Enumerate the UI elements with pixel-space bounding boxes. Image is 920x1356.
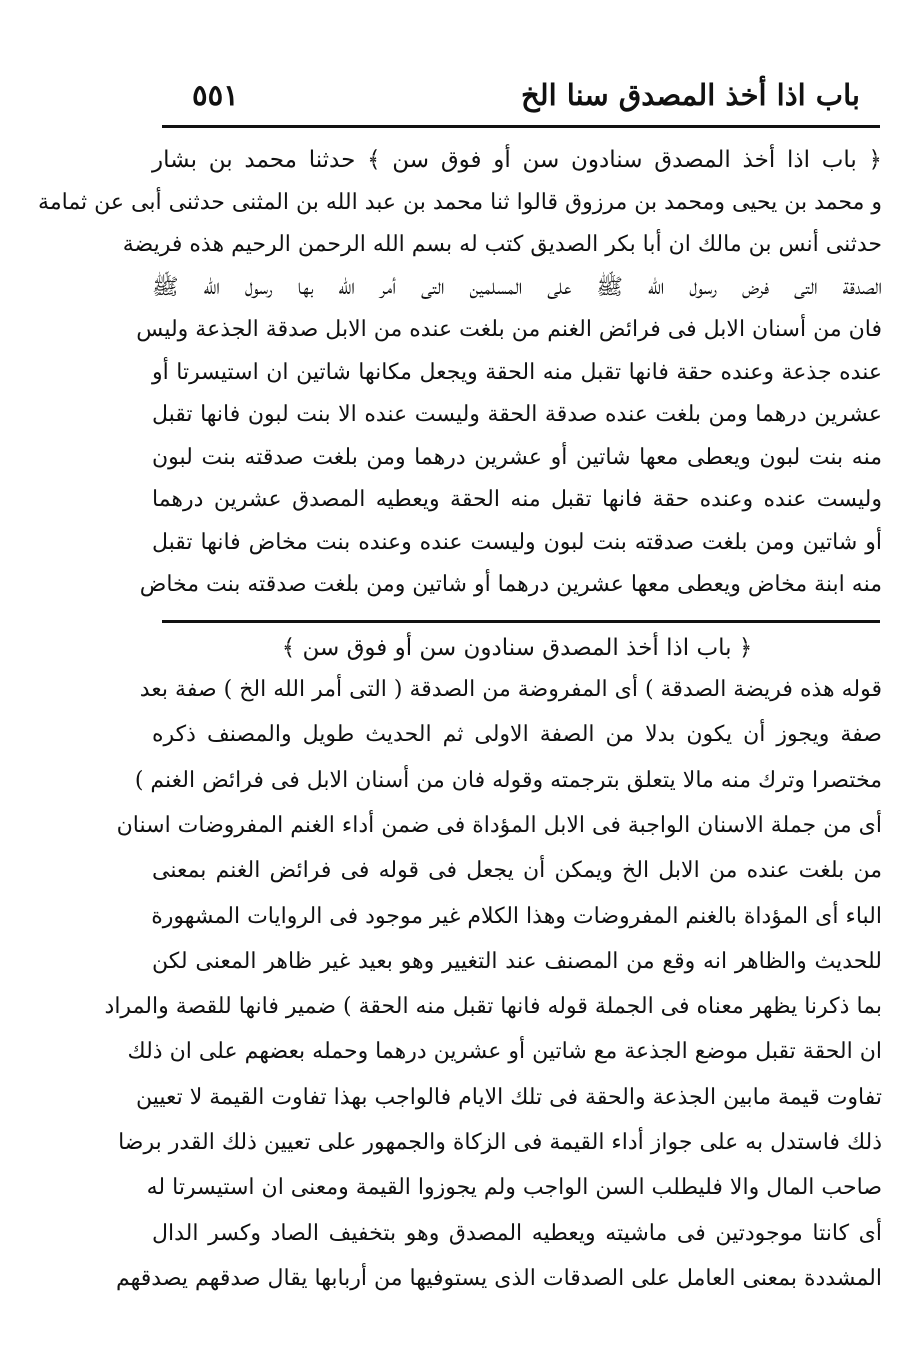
hadith-line: الصدقة التى فرض رسول الله ﷺ على المسلمين التى أمر الله بها رسول الله ﷺ xyxy=(152,274,882,300)
commentary-line: صفة ويجوز أن يكون بدلا من الصفة الاولى ثم الحديث طويل والمصنف ذكره xyxy=(152,722,882,748)
commentary-line: أى كانتا موجودتين فى ماشيته ويعطيه المصدق وهو بتخفيف الصاد وكسر الدال xyxy=(152,1220,882,1246)
hadith-line: و محمد بن يحيى ومحمد بن مرزوق قالوا ثنا محمد بن عبد الله بن المثنى حدثنى أبى عن ثمامة xyxy=(38,189,882,215)
hadith-line: ﴿ باب اذا أخذ المصدق سنادون سن أو فوق سن ﴾ حدثنا محمد بن بشار xyxy=(152,147,882,173)
hadith-line: منه ابنة مخاض ويعطى معها عشرين درهما أو شاتين ومن بلغت صدقته بنت مخاض xyxy=(139,572,882,597)
hadith-line: أو شاتين ومن بلغت صدقته بنت لبون وليست عنده وعنده بنت مخاض فانها تقبل xyxy=(152,529,882,555)
commentary-heading: ﴿ باب اذا أخذ المصدق سنادون سن أو فوق سن ﴾ xyxy=(281,635,753,661)
page-header xyxy=(150,72,890,122)
commentary-line: ان الحقة تقبل موضع الجذعة مع شاتين أو عشرين درهما وحمله بعضهم على ان ذلك xyxy=(127,1039,882,1065)
commentary-line: من بلغت عنده من الابل الخ ويمكن أن يجعل فى قوله فى فرائض الغنم بمعنى xyxy=(152,858,882,884)
commentary-line: صاحب المال والا فليطلب السن الواجب ولم يجوزوا القيمة ومعنى ان استيسرتا له xyxy=(146,1175,882,1201)
running-title: باب اذا أخذ المصدق سنا الخ xyxy=(521,78,860,112)
commentary-line: أى من جملة الاسنان الواجبة فى الابل المؤداة فى ضمن أداء الغنم المفروضات اسنان xyxy=(116,812,882,838)
hadith-line: عنده جذعة وعنده حقة فانها تقبل منه الحقة ويجعل مكانها شاتين ان استيسرتا أو xyxy=(152,359,882,385)
hadith-line: وليست عنده وعنده حقة فانها تقبل منه الحقة ويعطيه المصدق عشرين درهما xyxy=(152,487,882,512)
commentary-line: للحديث والظاهر انه وقع من المصنف عند التغيير وهو بعيد غير ظاهر المعنى لكن xyxy=(152,948,882,974)
hadith-line: فان من أسنان الابل فى فرائض الغنم من بلغت عنده من الابل صدقة الجذعة وليس xyxy=(136,317,882,342)
hadith-line: عشرين درهما ومن بلغت عنده صدقة الحقة وليست عنده الا بنت لبون فانها تقبل xyxy=(152,402,882,427)
commentary-line: تفاوت قيمة مابين الجذعة والحقة فى تلك الايام فالواجب بهذا تفاوت القيمة لا تعيين xyxy=(135,1084,882,1110)
hadith-line: حدثنى أنس بن مالك ان أبا بكر الصديق كتب له بسم الله الرحمن الرحيم هذه فريضة xyxy=(122,232,882,257)
commentary-line: الباء أى المؤداة بالغنم المفروضات وهذا الكلام غير موجود فى الروايات المشهورة xyxy=(151,903,882,929)
hadith-line: منه بنت لبون ويعطى معها شاتين أو عشرين درهما ومن بلغت صدقته بنت لبون xyxy=(152,444,882,470)
commentary-line: قوله هذه فريضة الصدقة ) أى المفروضة من الصدقة ( التى أمر الله الخ ) صفة بعد xyxy=(139,677,882,702)
commentary-line: بما ذكرنا يظهر معناه فى الجملة قوله فانها تقبل منه الحقة ) ضمير فانها للقصة والمراد xyxy=(104,994,882,1020)
section-divider-rule xyxy=(162,620,880,623)
commentary-line: ذلك فاستدل به على جواز أداء القيمة فى الزكاة والجمهور على تعيين ذلك القدر برضا xyxy=(118,1130,882,1155)
page-number: ٥٥١ xyxy=(192,78,239,112)
header-rule xyxy=(162,125,880,128)
commentary-line: مختصرا وترك منه مالا يتعلق بترجمته وقوله فان من أسنان الابل فى فرائض الغنم ) xyxy=(134,767,882,793)
commentary-line: المشددة بمعنى العامل على الصدقات الذى يستوفيها من أربابها يقال صدقهم يصدقهم xyxy=(116,1265,882,1291)
